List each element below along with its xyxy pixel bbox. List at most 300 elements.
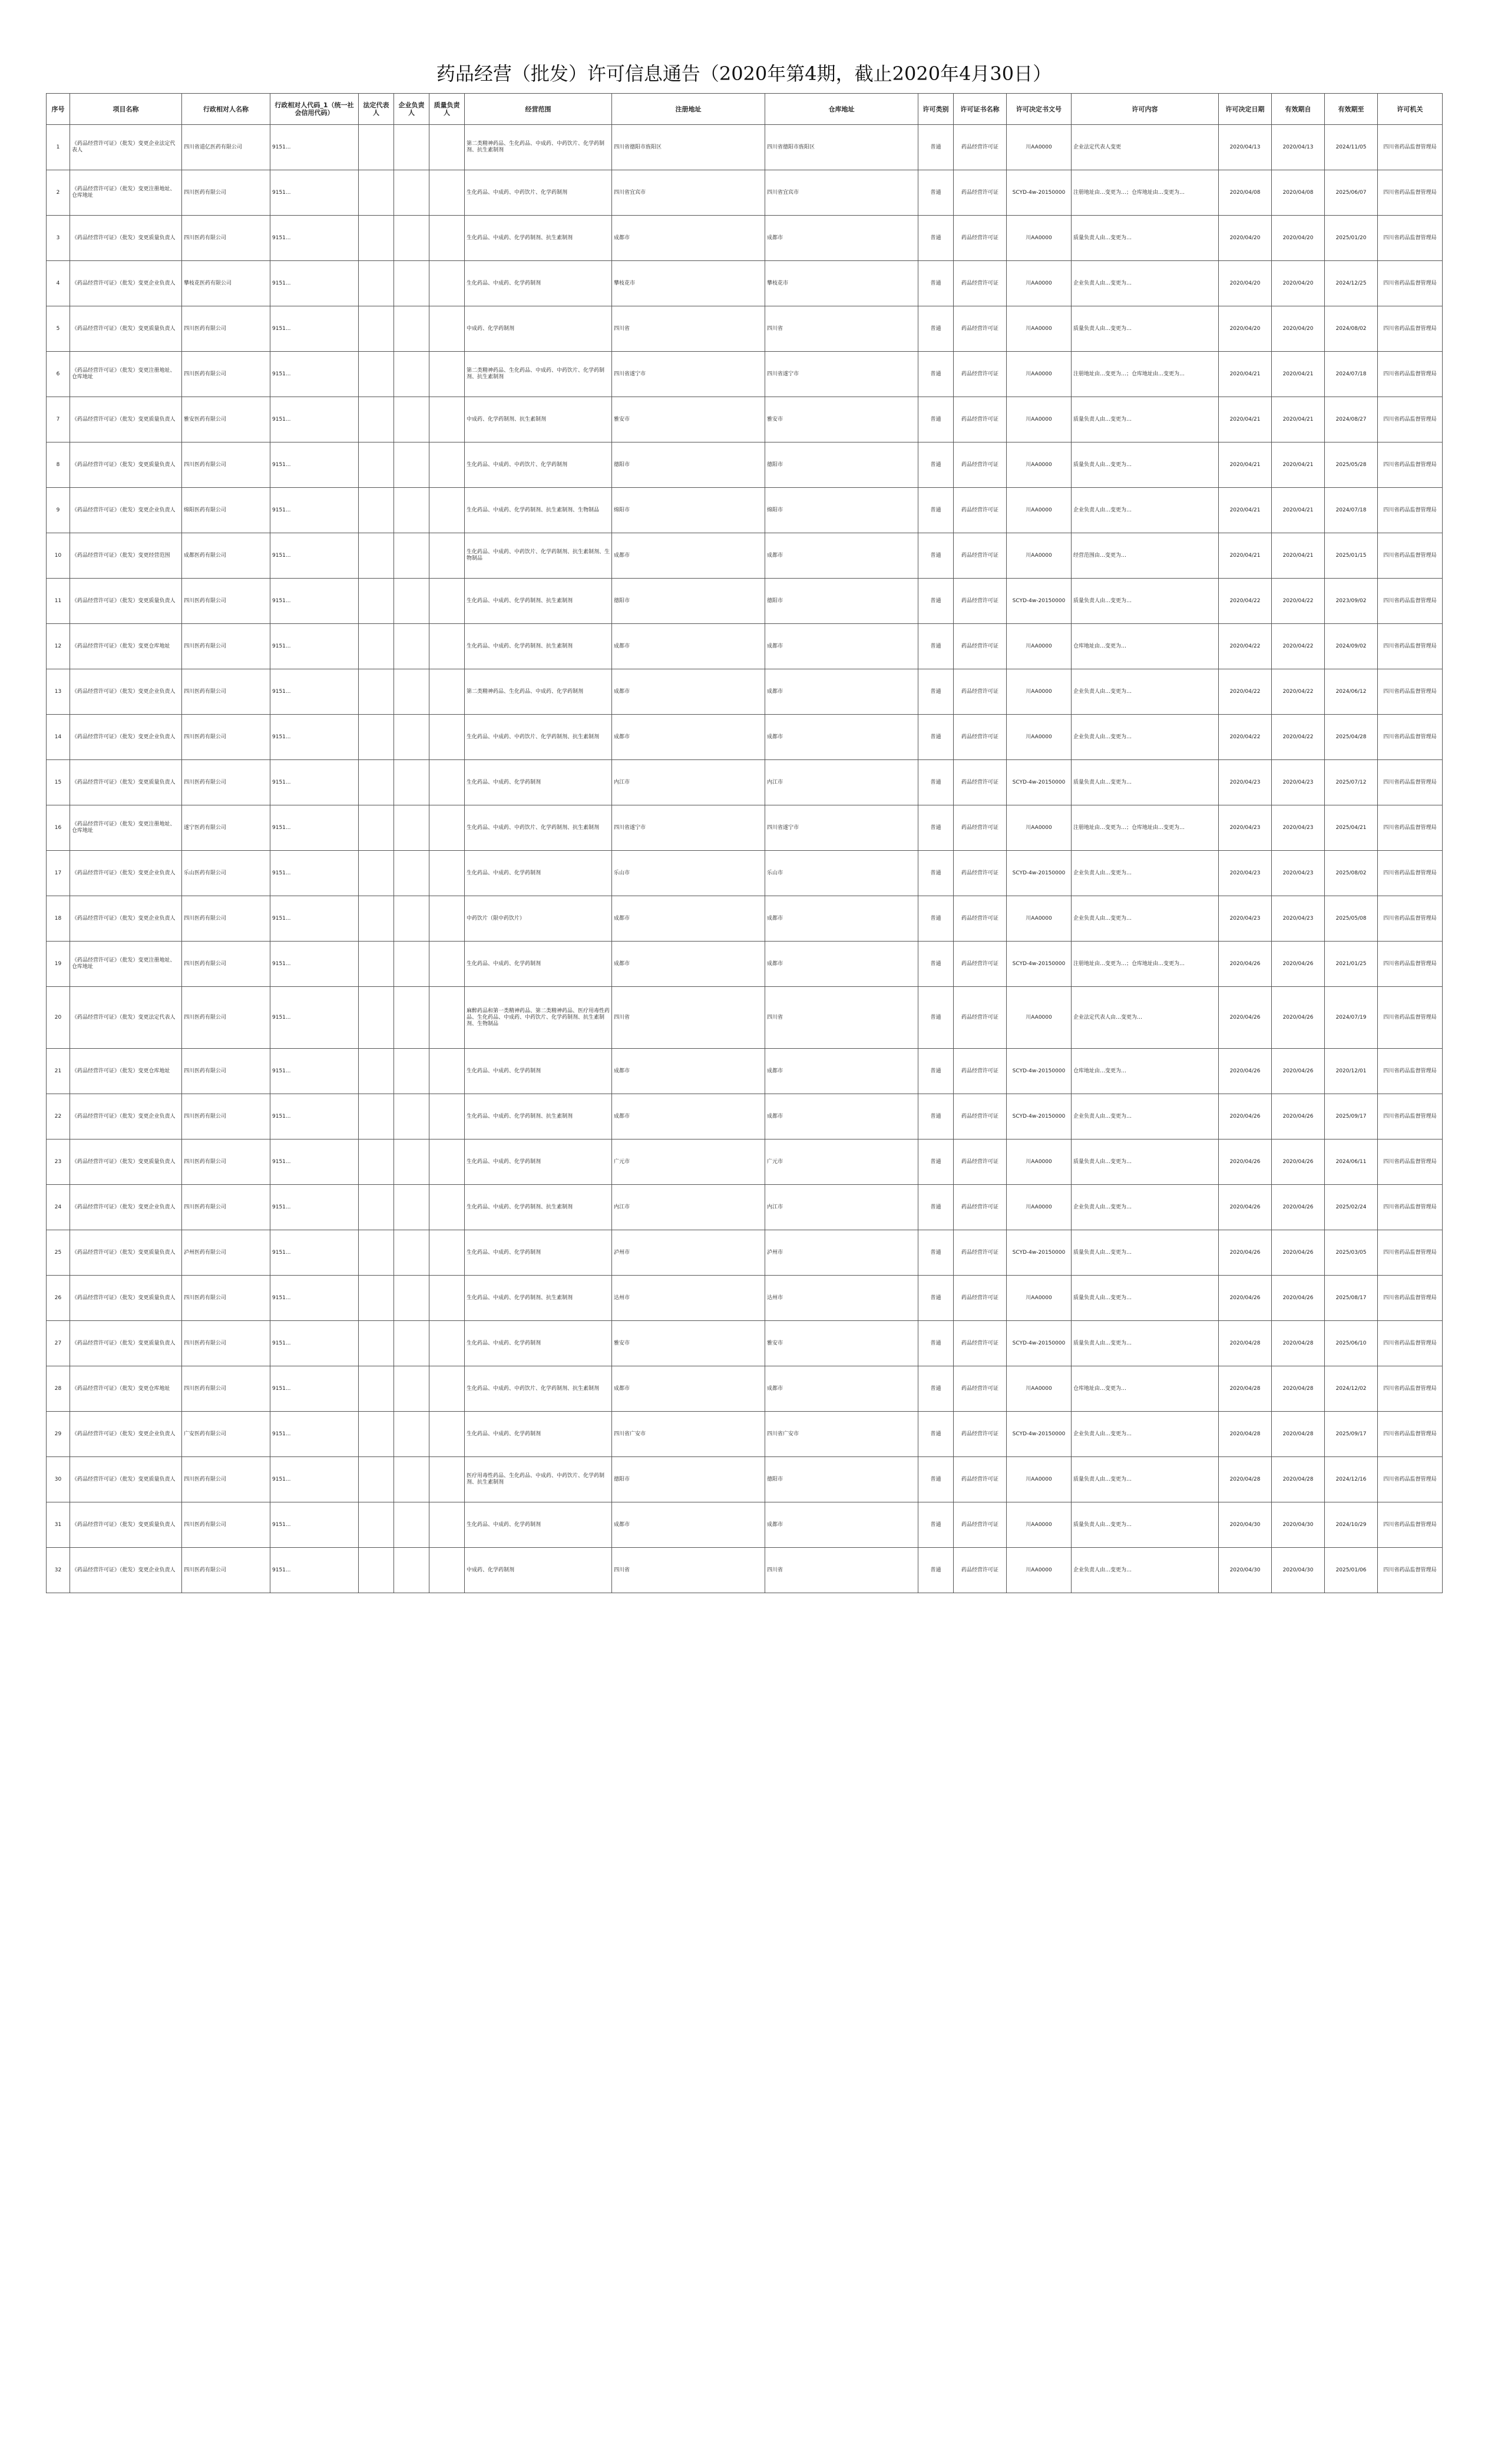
cell-qa [429, 442, 465, 488]
table-row [47, 397, 1443, 442]
table-row [47, 533, 1443, 579]
cell-code: 9151... [270, 942, 359, 987]
cell-no: 30 [47, 1457, 70, 1502]
cell-date: 2020/04/26 [1219, 1230, 1272, 1276]
cell-date: 2020/04/13 [1219, 125, 1272, 170]
cell-cert: 药品经营许可证 [954, 715, 1007, 760]
cell-no: 19 [47, 942, 70, 987]
cell-date: 2020/04/23 [1219, 896, 1272, 942]
cell-code: 9151... [270, 1548, 359, 1593]
cell-qa [429, 533, 465, 579]
cell-wh: 内江市 [765, 1185, 918, 1230]
cell-to: 2025/01/06 [1325, 1548, 1378, 1593]
cell-org: 四川省药品监督管理局 [1378, 760, 1443, 805]
cell-qa [429, 579, 465, 624]
table-row [47, 1321, 1443, 1366]
cell-org: 四川省药品监督管理局 [1378, 896, 1443, 942]
cell-to: 2024/06/12 [1325, 669, 1378, 715]
cell-cert: 药品经营许可证 [954, 1548, 1007, 1593]
cell-from: 2020/04/20 [1272, 216, 1325, 261]
table-row [47, 306, 1443, 352]
cell-wh: 攀枝花市 [765, 261, 918, 306]
cell-from: 2020/04/28 [1272, 1366, 1325, 1412]
cell-name: 四川医药有限公司 [182, 1321, 270, 1366]
cell-wh: 德阳市 [765, 442, 918, 488]
cell-doc: 川AA0000 [1007, 352, 1072, 397]
cell-name: 四川医药有限公司 [182, 715, 270, 760]
cell-to: 2025/05/28 [1325, 442, 1378, 488]
cell-qa [429, 851, 465, 896]
cell-to: 2023/09/02 [1325, 579, 1378, 624]
cell-code: 9151... [270, 851, 359, 896]
cell-wh: 四川省德阳市旌阳区 [765, 125, 918, 170]
cell-wh: 四川省遂宁市 [765, 805, 918, 851]
cell-project: 《药品经营许可证》（批发）变更企业负责人 [70, 715, 182, 760]
cell-content: 质量负责人由…变更为… [1072, 1139, 1219, 1185]
cell-date: 2020/04/22 [1219, 715, 1272, 760]
cell-no: 18 [47, 896, 70, 942]
cell-rep [359, 488, 394, 533]
cell-org: 四川省药品监督管理局 [1378, 1502, 1443, 1548]
cell-rep [359, 1276, 394, 1321]
cell-no: 4 [47, 261, 70, 306]
cell-reg: 达州市 [612, 1276, 765, 1321]
cell-to: 2025/03/05 [1325, 1230, 1378, 1276]
cell-from: 2020/04/26 [1272, 1139, 1325, 1185]
cell-name: 四川医药有限公司 [182, 579, 270, 624]
cell-cat: 普通 [918, 1276, 954, 1321]
cell-scope: 生化药品、中成药、化学药制剂 [465, 851, 612, 896]
cell-to: 2024/07/19 [1325, 987, 1378, 1049]
cell-rep [359, 1094, 394, 1139]
cell-to: 2024/07/18 [1325, 352, 1378, 397]
cell-cert: 药品经营许可证 [954, 1049, 1007, 1094]
cell-scope: 生化药品、中成药、化学药制剂、抗生素制剂 [465, 1185, 612, 1230]
cell-mgr [394, 1502, 429, 1548]
cell-org: 四川省药品监督管理局 [1378, 170, 1443, 216]
cell-no: 2 [47, 170, 70, 216]
cell-qa [429, 1049, 465, 1094]
cell-cat: 普通 [918, 669, 954, 715]
cell-content: 企业法定代表人由…变更为… [1072, 987, 1219, 1049]
cell-wh: 四川省 [765, 1548, 918, 1593]
cell-no: 28 [47, 1366, 70, 1412]
cell-to: 2025/01/15 [1325, 533, 1378, 579]
cell-name: 四川医药有限公司 [182, 942, 270, 987]
cell-to: 2024/11/05 [1325, 125, 1378, 170]
cell-project: 《药品经营许可证》（批发）变更质量负责人 [70, 1139, 182, 1185]
cell-scope: 生化药品、中成药、中药饮片、化学药制剂、抗生素制剂 [465, 715, 612, 760]
table-row [47, 1049, 1443, 1094]
cell-doc: 川AA0000 [1007, 397, 1072, 442]
cell-cert: 药品经营许可证 [954, 1321, 1007, 1366]
cell-to: 2024/06/11 [1325, 1139, 1378, 1185]
table-row [47, 125, 1443, 170]
cell-doc: 川AA0000 [1007, 1366, 1072, 1412]
cell-cat: 普通 [918, 125, 954, 170]
cell-scope: 麻醉药品和第一类精神药品、第二类精神药品、医疗用毒性药品、生化药品、中成药、中药饮片、化学药制剂、抗生素制剂、生物制品 [465, 987, 612, 1049]
cell-from: 2020/04/26 [1272, 987, 1325, 1049]
cell-doc: 川AA0000 [1007, 1139, 1072, 1185]
cell-name: 遂宁医药有限公司 [182, 805, 270, 851]
cell-cat: 普通 [918, 397, 954, 442]
cell-rep [359, 125, 394, 170]
cell-reg: 成都市 [612, 669, 765, 715]
cell-rep [359, 1230, 394, 1276]
cell-code: 9151... [270, 760, 359, 805]
cell-mgr [394, 715, 429, 760]
cell-name: 雅安医药有限公司 [182, 397, 270, 442]
cell-content: 质量负责人由…变更为… [1072, 579, 1219, 624]
cell-rep [359, 1412, 394, 1457]
cell-mgr [394, 1139, 429, 1185]
cell-wh: 成都市 [765, 624, 918, 669]
cell-project: 《药品经营许可证》（批发）变更企业负责人 [70, 488, 182, 533]
cell-org: 四川省药品监督管理局 [1378, 533, 1443, 579]
cell-cert: 药品经营许可证 [954, 1139, 1007, 1185]
cell-scope: 生化药品、中成药、化学药制剂、抗生素制剂 [465, 1276, 612, 1321]
cell-doc: SCYD-4w-20150000 [1007, 1412, 1072, 1457]
cell-org: 四川省药品监督管理局 [1378, 1321, 1443, 1366]
cell-cat: 普通 [918, 760, 954, 805]
cell-doc: SCYD-4w-20150000 [1007, 579, 1072, 624]
cell-from: 2020/04/28 [1272, 1321, 1325, 1366]
cell-mgr [394, 669, 429, 715]
cell-mgr [394, 1185, 429, 1230]
cell-project: 《药品经营许可证》（批发）变更经营范围 [70, 533, 182, 579]
cell-reg: 成都市 [612, 715, 765, 760]
cell-qa [429, 715, 465, 760]
cell-cat: 普通 [918, 942, 954, 987]
cell-mgr [394, 125, 429, 170]
cell-no: 10 [47, 533, 70, 579]
cell-cert: 药品经营许可证 [954, 669, 1007, 715]
cell-reg: 绵阳市 [612, 488, 765, 533]
cell-from: 2020/04/26 [1272, 1049, 1325, 1094]
cell-project: 《药品经营许可证》（批发）变更质量负责人 [70, 1276, 182, 1321]
cell-project: 《药品经营许可证》（批发）变更质量负责人 [70, 306, 182, 352]
cell-project: 《药品经营许可证》（批发）变更仓库地址 [70, 624, 182, 669]
cell-reg: 四川省广安市 [612, 1412, 765, 1457]
cell-wh: 成都市 [765, 216, 918, 261]
cell-rep [359, 533, 394, 579]
cell-org: 四川省药品监督管理局 [1378, 942, 1443, 987]
cell-reg: 四川省宜宾市 [612, 170, 765, 216]
cell-org: 四川省药品监督管理局 [1378, 442, 1443, 488]
cell-wh: 成都市 [765, 896, 918, 942]
table-row [47, 216, 1443, 261]
cell-no: 27 [47, 1321, 70, 1366]
cell-reg: 四川省 [612, 987, 765, 1049]
cell-project: 《药品经营许可证》（批发）变更企业负责人 [70, 669, 182, 715]
cell-scope: 中成药、化学药制剂、抗生素制剂 [465, 397, 612, 442]
cell-date: 2020/04/20 [1219, 261, 1272, 306]
cell-code: 9151... [270, 1457, 359, 1502]
column-header: 许可证书名称 [954, 94, 1007, 125]
table-row [47, 261, 1443, 306]
cell-date: 2020/04/22 [1219, 669, 1272, 715]
cell-rep [359, 1366, 394, 1412]
cell-from: 2020/04/21 [1272, 488, 1325, 533]
cell-to: 2025/04/21 [1325, 805, 1378, 851]
cell-doc: SCYD-4w-20150000 [1007, 170, 1072, 216]
cell-rep [359, 1321, 394, 1366]
cell-qa [429, 1366, 465, 1412]
cell-doc: 川AA0000 [1007, 1185, 1072, 1230]
cell-to: 2024/09/02 [1325, 624, 1378, 669]
cell-cat: 普通 [918, 1321, 954, 1366]
cell-org: 四川省药品监督管理局 [1378, 1276, 1443, 1321]
table-row [47, 1139, 1443, 1185]
cell-mgr [394, 488, 429, 533]
cell-code: 9151... [270, 715, 359, 760]
cell-rep [359, 805, 394, 851]
column-header: 许可决定日期 [1219, 94, 1272, 125]
cell-from: 2020/04/26 [1272, 1185, 1325, 1230]
cell-cat: 普通 [918, 851, 954, 896]
cell-wh: 乐山市 [765, 851, 918, 896]
cell-org: 四川省药品监督管理局 [1378, 1185, 1443, 1230]
cell-qa [429, 1139, 465, 1185]
cell-org: 四川省药品监督管理局 [1378, 306, 1443, 352]
cell-code: 9151... [270, 1276, 359, 1321]
license-table-wrapper [46, 93, 1442, 1593]
cell-to: 2024/08/27 [1325, 397, 1378, 442]
cell-qa [429, 987, 465, 1049]
cell-qa [429, 216, 465, 261]
cell-cert: 药品经营许可证 [954, 760, 1007, 805]
cell-from: 2020/04/22 [1272, 715, 1325, 760]
cell-reg: 雅安市 [612, 397, 765, 442]
cell-org: 四川省药品监督管理局 [1378, 987, 1443, 1049]
cell-no: 9 [47, 488, 70, 533]
cell-name: 乐山医药有限公司 [182, 851, 270, 896]
table-body [47, 125, 1443, 1593]
cell-cat: 普通 [918, 216, 954, 261]
cell-to: 2025/04/28 [1325, 715, 1378, 760]
cell-rep [359, 352, 394, 397]
cell-scope: 生化药品、中成药、化学药制剂 [465, 942, 612, 987]
cell-reg: 泸州市 [612, 1230, 765, 1276]
cell-name: 四川省道亿医药有限公司 [182, 125, 270, 170]
cell-cert: 药品经营许可证 [954, 261, 1007, 306]
cell-content: 企业法定代表人变更 [1072, 125, 1219, 170]
cell-reg: 四川省遂宁市 [612, 805, 765, 851]
cell-scope: 生化药品、中成药、化学药制剂 [465, 1139, 612, 1185]
cell-to: 2021/01/25 [1325, 942, 1378, 987]
cell-cert: 药品经营许可证 [954, 579, 1007, 624]
cell-cert: 药品经营许可证 [954, 442, 1007, 488]
cell-name: 四川医药有限公司 [182, 1457, 270, 1502]
cell-cat: 普通 [918, 1139, 954, 1185]
cell-project: 《药品经营许可证》（批发）变更仓库地址 [70, 1049, 182, 1094]
cell-date: 2020/04/21 [1219, 533, 1272, 579]
cell-org: 四川省药品监督管理局 [1378, 579, 1443, 624]
cell-content: 质量负责人由…变更为… [1072, 306, 1219, 352]
cell-org: 四川省药品监督管理局 [1378, 397, 1443, 442]
page-title: 药品经营（批发）许可信息通告（2020年第4期，截止2020年4月30日） [436, 62, 1052, 85]
cell-mgr [394, 942, 429, 987]
table-row [47, 624, 1443, 669]
cell-mgr [394, 805, 429, 851]
cell-qa [429, 1502, 465, 1548]
cell-project: 《药品经营许可证》（批发）变更注册地址、仓库地址 [70, 170, 182, 216]
column-header: 许可决定书文号 [1007, 94, 1072, 125]
table-row [47, 1457, 1443, 1502]
cell-mgr [394, 1276, 429, 1321]
cell-scope: 生化药品、中成药、化学药制剂 [465, 1412, 612, 1457]
cell-to: 2025/07/12 [1325, 760, 1378, 805]
cell-reg: 成都市 [612, 1502, 765, 1548]
cell-rep [359, 1548, 394, 1593]
cell-wh: 达州市 [765, 1276, 918, 1321]
table-row [47, 1502, 1443, 1548]
cell-content: 仓库地址由…变更为… [1072, 624, 1219, 669]
cell-org: 四川省药品监督管理局 [1378, 1457, 1443, 1502]
cell-qa [429, 942, 465, 987]
cell-cat: 普通 [918, 1502, 954, 1548]
table-row [47, 1366, 1443, 1412]
cell-cat: 普通 [918, 1049, 954, 1094]
cell-cert: 药品经营许可证 [954, 352, 1007, 397]
column-header: 行政相对人名称 [182, 94, 270, 125]
cell-mgr [394, 1094, 429, 1139]
cell-reg: 四川省 [612, 306, 765, 352]
cell-from: 2020/04/22 [1272, 669, 1325, 715]
cell-no: 5 [47, 306, 70, 352]
cell-project: 《药品经营许可证》（批发）变更企业负责人 [70, 1412, 182, 1457]
column-header: 质量负责人 [429, 94, 465, 125]
cell-from: 2020/04/28 [1272, 1412, 1325, 1457]
cell-name: 四川医药有限公司 [182, 1139, 270, 1185]
column-header: 序号 [47, 94, 70, 125]
cell-scope: 生化药品、中成药、化学药制剂 [465, 1321, 612, 1366]
cell-doc: SCYD-4w-20150000 [1007, 1321, 1072, 1366]
cell-project: 《药品经营许可证》（批发）变更仓库地址 [70, 1366, 182, 1412]
table-row [47, 760, 1443, 805]
column-header: 法定代表人 [359, 94, 394, 125]
cell-project: 《药品经营许可证》（批发）变更注册地址、仓库地址 [70, 805, 182, 851]
cell-from: 2020/04/20 [1272, 261, 1325, 306]
cell-project: 《药品经营许可证》（批发）变更企业负责人 [70, 1548, 182, 1593]
cell-mgr [394, 1230, 429, 1276]
cell-doc: SCYD-4w-20150000 [1007, 1230, 1072, 1276]
cell-org: 四川省药品监督管理局 [1378, 715, 1443, 760]
cell-rep [359, 216, 394, 261]
cell-no: 16 [47, 805, 70, 851]
cell-date: 2020/04/23 [1219, 805, 1272, 851]
cell-cat: 普通 [918, 624, 954, 669]
cell-from: 2020/04/08 [1272, 170, 1325, 216]
cell-from: 2020/04/26 [1272, 1230, 1325, 1276]
cell-doc: 川AA0000 [1007, 261, 1072, 306]
cell-scope: 生化药品、中成药、化学药制剂、抗生素制剂 [465, 216, 612, 261]
cell-cat: 普通 [918, 533, 954, 579]
cell-from: 2020/04/21 [1272, 397, 1325, 442]
cell-wh: 绵阳市 [765, 488, 918, 533]
cell-name: 四川医药有限公司 [182, 1366, 270, 1412]
cell-name: 四川医药有限公司 [182, 1548, 270, 1593]
cell-wh: 成都市 [765, 669, 918, 715]
cell-code: 9151... [270, 987, 359, 1049]
cell-reg: 成都市 [612, 942, 765, 987]
cell-date: 2020/04/23 [1219, 760, 1272, 805]
cell-cert: 药品经营许可证 [954, 533, 1007, 579]
cell-doc: 川AA0000 [1007, 715, 1072, 760]
cell-qa [429, 1457, 465, 1502]
cell-from: 2020/04/30 [1272, 1548, 1325, 1593]
cell-content: 质量负责人由…变更为… [1072, 1321, 1219, 1366]
cell-org: 四川省药品监督管理局 [1378, 1230, 1443, 1276]
cell-scope: 生化药品、中成药、化学药制剂 [465, 1049, 612, 1094]
cell-org: 四川省药品监督管理局 [1378, 1366, 1443, 1412]
cell-content: 质量负责人由…变更为… [1072, 1276, 1219, 1321]
table-row [47, 1276, 1443, 1321]
cell-qa [429, 488, 465, 533]
cell-scope: 中成药、化学药制剂 [465, 306, 612, 352]
cell-scope: 生化药品、中成药、中药饮片、化学药制剂 [465, 442, 612, 488]
cell-from: 2020/04/21 [1272, 442, 1325, 488]
cell-date: 2020/04/26 [1219, 1049, 1272, 1094]
table-row [47, 352, 1443, 397]
cell-rep [359, 987, 394, 1049]
cell-from: 2020/04/28 [1272, 1457, 1325, 1502]
cell-date: 2020/04/22 [1219, 624, 1272, 669]
cell-name: 成都医药有限公司 [182, 533, 270, 579]
cell-no: 15 [47, 760, 70, 805]
cell-cert: 药品经营许可证 [954, 851, 1007, 896]
cell-wh: 德阳市 [765, 579, 918, 624]
cell-to: 2024/12/16 [1325, 1457, 1378, 1502]
cell-cert: 药品经营许可证 [954, 942, 1007, 987]
cell-to: 2025/05/08 [1325, 896, 1378, 942]
cell-to: 2020/12/01 [1325, 1049, 1378, 1094]
cell-cat: 普通 [918, 1457, 954, 1502]
cell-org: 四川省药品监督管理局 [1378, 1094, 1443, 1139]
cell-reg: 成都市 [612, 216, 765, 261]
cell-wh: 内江市 [765, 760, 918, 805]
cell-org: 四川省药品监督管理局 [1378, 1049, 1443, 1094]
cell-date: 2020/04/20 [1219, 216, 1272, 261]
cell-date: 2020/04/30 [1219, 1548, 1272, 1593]
cell-reg: 成都市 [612, 533, 765, 579]
table-row [47, 942, 1443, 987]
cell-cat: 普通 [918, 1185, 954, 1230]
table-row [47, 1230, 1443, 1276]
cell-doc: SCYD-4w-20150000 [1007, 942, 1072, 987]
table-row [47, 1412, 1443, 1457]
cell-date: 2020/04/26 [1219, 1276, 1272, 1321]
cell-qa [429, 624, 465, 669]
cell-rep [359, 579, 394, 624]
cell-qa [429, 1412, 465, 1457]
cell-wh: 成都市 [765, 1502, 918, 1548]
cell-wh: 成都市 [765, 715, 918, 760]
cell-no: 8 [47, 442, 70, 488]
cell-reg: 乐山市 [612, 851, 765, 896]
cell-qa [429, 669, 465, 715]
cell-wh: 四川省遂宁市 [765, 352, 918, 397]
cell-no: 11 [47, 579, 70, 624]
cell-rep [359, 1049, 394, 1094]
cell-project: 《药品经营许可证》（批发）变更质量负责人 [70, 1502, 182, 1548]
cell-cat: 普通 [918, 987, 954, 1049]
cell-to: 2024/08/02 [1325, 306, 1378, 352]
cell-date: 2020/04/28 [1219, 1412, 1272, 1457]
column-header: 许可机关 [1378, 94, 1443, 125]
cell-cat: 普通 [918, 306, 954, 352]
cell-scope: 中药饮片（限中药饮片） [465, 896, 612, 942]
